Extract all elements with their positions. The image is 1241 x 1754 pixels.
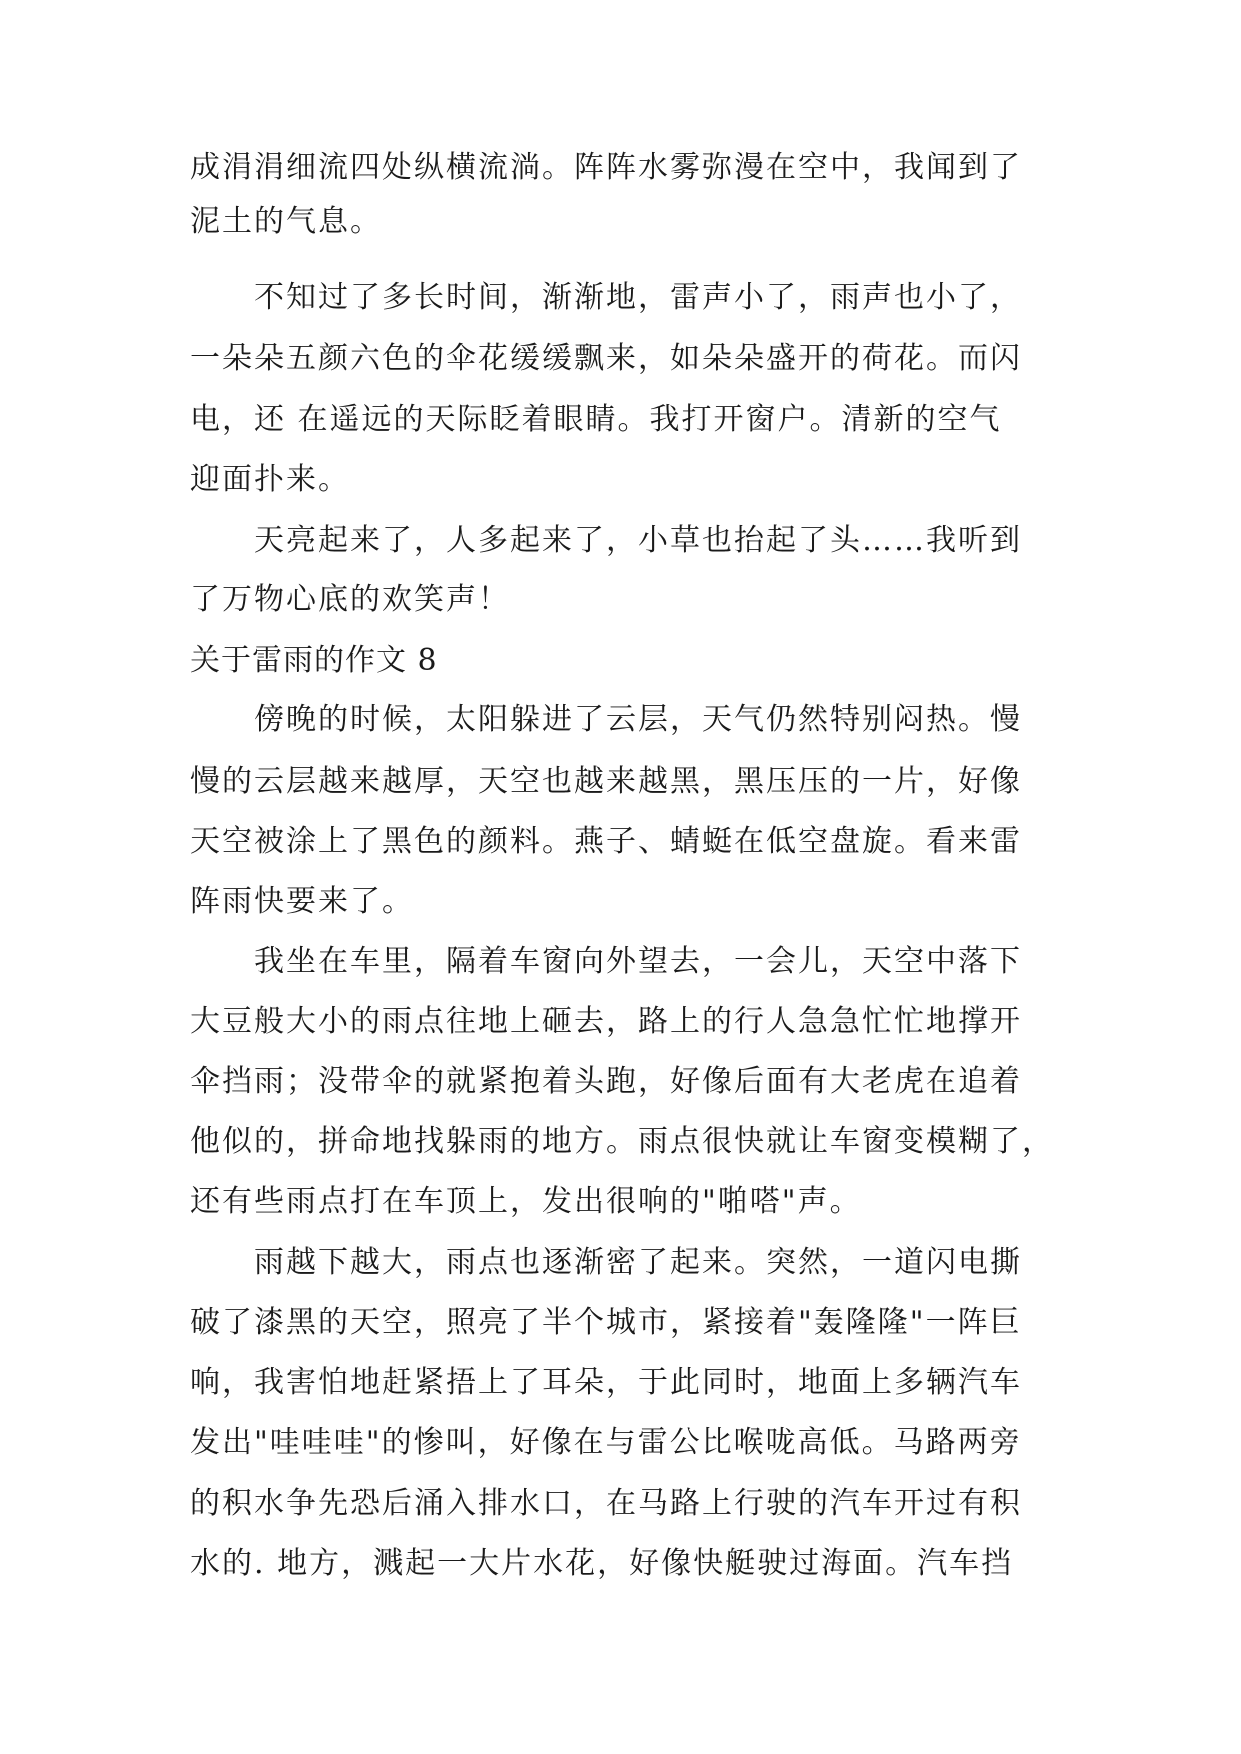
text-line: 他似的，拼命地找躲雨的地方。雨点很快就让车窗变模糊了， (190, 1124, 1054, 1159)
text-line: 了万物心底的欢笑声！ (190, 582, 510, 617)
text-line: 我坐在车里，隔着车窗向外望去，一会儿，天空中落下 (190, 944, 1022, 979)
text-line: 慢的云层越来越厚，天空也越来越黑，黑压压的一片，好像 (190, 764, 1022, 799)
text-line: 电，还 在遥远的天际眨着眼睛。我打开窗户。清新的空气 (190, 402, 1002, 437)
text-line: 泥土的气息。 (190, 204, 382, 239)
text-line: 迎面扑来。 (190, 462, 350, 497)
text-line: 响，我害怕地赶紧捂上了耳朵，于此同时，地面上多辆汽车 (190, 1365, 1022, 1400)
text-line: 天亮起来了，人多起来了，小草也抬起了头……我听到 (190, 523, 1022, 558)
text-line: 还有些雨点打在车顶上，发出很响的"啪嗒"声。 (190, 1184, 862, 1219)
section-heading: 关于雷雨的作文 8 (190, 643, 438, 678)
text-line: 发出"哇哇哇"的惨叫，好像在与雷公比喉咙高低。马路两旁 (190, 1425, 1022, 1460)
text-line: 大豆般大小的雨点往地上砸去，路上的行人急急忙忙地撑开 (190, 1004, 1022, 1039)
text-line: 傍晚的时候，太阳躲进了云层，天气仍然特别闷热。慢 (190, 702, 1022, 737)
text-line: 成涓涓细流四处纵横流淌。阵阵水雾弥漫在空中，我闻到了 (190, 150, 1022, 185)
text-line: 的积水争先恐后涌入排水口，在马路上行驶的汽车开过有积 (190, 1486, 1022, 1521)
text-line: 不知过了多长时间，渐渐地，雷声小了，雨声也小了， (190, 280, 1022, 315)
text-line: 雨越下越大，雨点也逐渐密了起来。突然，一道闪电撕 (190, 1245, 1022, 1280)
text-line: 破了漆黑的天空，照亮了半个城市，紧接着"轰隆隆"一阵巨 (190, 1305, 1022, 1340)
text-line: 阵雨快要来了。 (190, 884, 414, 919)
text-line: 天空被涂上了黑色的颜料。燕子、蜻蜓在低空盘旋。看来雷 (190, 824, 1022, 859)
text-line: 水的. 地方，溅起一大片水花，好像快艇驶过海面。汽车挡 (190, 1546, 1014, 1581)
text-line: 一朵朵五颜六色的伞花缓缓飘来，如朵朵盛开的荷花。而闪 (190, 341, 1022, 376)
text-line: 伞挡雨；没带伞的就紧抱着头跑，好像后面有大老虎在追着 (190, 1064, 1022, 1099)
